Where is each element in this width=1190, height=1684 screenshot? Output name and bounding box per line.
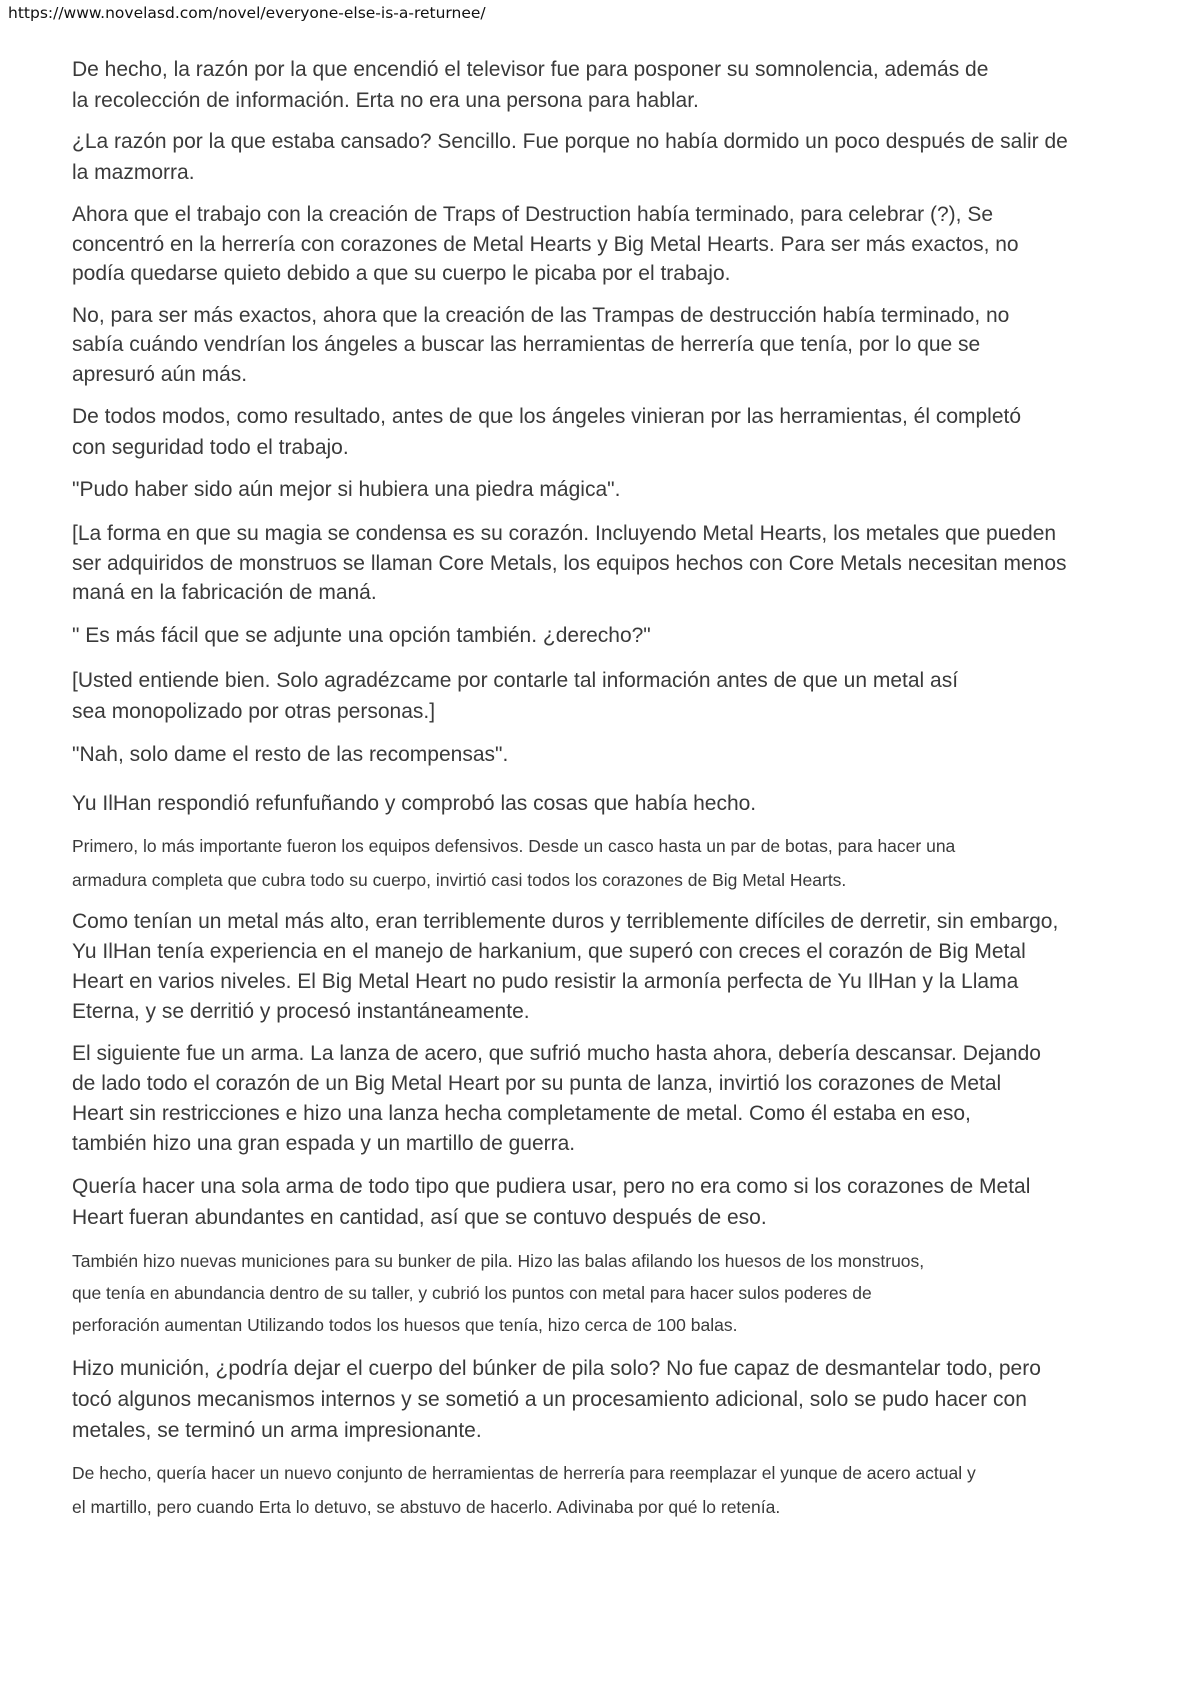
paragraph (72, 301, 1132, 390)
paragraph-line: armadura completa que cubra todo su cuerpo, invirtió casi todos los corazones de Big Metal Hearts. (72, 869, 847, 890)
paragraph (72, 1171, 1132, 1233)
paragraph-line: Eterna, y se derritió y procesó instantáneamente. (72, 999, 530, 1023)
paragraph-line: ser adquiridos de monstruos se llaman Core Metals, los equipos hechos con Core Metals necesitan menos (72, 551, 1067, 575)
page-url: https://www.novelasd.com/novel/everyone-else-is-a-returnee/ (8, 4, 486, 22)
paragraph-line: sabía cuándo vendrían los ángeles a buscar las herramientas de herrería que tenía, por lo que se (72, 333, 981, 356)
paragraph (72, 519, 1132, 608)
paragraph-line: ¿La razón por la que estaba cansado? Sencillo. Fue porque no había dormido un poco después de salir de (72, 130, 1068, 153)
paragraph-line: metales, se terminó un arma impresionante. (72, 1418, 482, 1442)
paragraph (72, 907, 1132, 1027)
paragraph-line: la mazmorra. (72, 161, 195, 184)
paragraph-line: perforación aumentan Utilizando todos los huesos que tenía, hizo cerca de 100 balas. (72, 1314, 738, 1335)
paragraph-line: Quería hacer una sola arma de todo tipo que pudiera usar, pero no era como si los corazones de Metal (72, 1174, 1031, 1198)
paragraph-line: Ahora que el trabajo con la creación de Traps of Destruction había terminado, para celebrar (?), Se (72, 203, 994, 226)
paragraph-line: Heart sin restricciones e hizo una lanza hecha completamente de metal. Como él estaba en eso, (72, 1101, 971, 1125)
paragraph-line: Hizo munición, ¿podría dejar el cuerpo del búnker de pila solo? No fue capaz de desmantelar todo, pero (72, 1356, 1041, 1380)
paragraph-line: [Usted entiende bien. Solo agradézcame por contarle tal información antes de que un metal así (72, 668, 959, 692)
paragraph-line: También hizo nuevas municiones para su bunker de pila. Hizo las balas afilando los huesos de los monstruos, (72, 1250, 925, 1271)
paragraph-line: No, para ser más exactos, ahora que la creación de las Trampas de destrucción había terminado, no (72, 303, 1010, 327)
paragraph-line: " Es más fácil que se adjunte una opción también. ¿derecho?" (72, 623, 651, 647)
paragraph-line: tocó algunos mecanismos internos y se sometió a un procesamiento adicional, solo se pudo hacer con (72, 1387, 1027, 1411)
paragraph-line: maná en la fabricación de maná. (72, 581, 377, 604)
paragraph-line: [La forma en que su magia se condensa es su corazón. Incluyendo Metal Hearts, los metales que pueden (72, 522, 1057, 545)
paragraph-line: Yu IlHan respondió refunfuñando y comprobó las cosas que había hecho. (72, 791, 757, 815)
paragraph-line: la recolección de información. Erta no era una persona para hablar. (72, 89, 699, 112)
paragraph (72, 126, 1132, 188)
paragraph-line: Heart fueran abundantes en cantidad, así que se contuvo después de eso. (72, 1205, 767, 1229)
paragraph (72, 200, 1132, 289)
paragraph (72, 788, 1132, 819)
paragraph-line: "Pudo haber sido aún mejor si hubiera una piedra mágica". (72, 478, 621, 501)
paragraph-line: De hecho, la razón por la que encendió el televisor fue para posponer su somnolencia, además de (72, 58, 989, 81)
paragraph-line: Como tenían un metal más alto, eran terriblemente duros y terriblemente difíciles de derretir, sin embargo, (72, 909, 1059, 933)
paragraph-line: Primero, lo más importante fueron los equipos defensivos. Desde un casco hasta un par de botas, para hacer una (72, 835, 956, 856)
paragraph-line: Heart en varios niveles. El Big Metal Heart no pudo resistir la armonía perfecta de Yu IlHan y la Llama (72, 969, 1019, 993)
paragraph (72, 1353, 1132, 1446)
paragraph-line: sea monopolizado por otras personas.] (72, 699, 436, 723)
paragraph (72, 665, 1132, 727)
paragraph (72, 474, 1132, 505)
paragraph-line: De todos modos, como resultado, antes de que los ángeles vinieran por las herramientas, él completó (72, 405, 1022, 428)
paragraph (72, 54, 1132, 116)
paragraph (72, 739, 1132, 770)
paragraph-line: De hecho, quería hacer un nuevo conjunto de herramientas de herrería para reemplazar el yunque de acero actual y (72, 1462, 976, 1483)
paragraph-line: Yu IlHan tenía experiencia en el manejo de harkanium, que superó con creces el corazón de Big Metal (72, 939, 1026, 963)
paragraph-line: de lado todo el corazón de un Big Metal Heart por su punta de lanza, invirtió los corazones de Metal (72, 1071, 1002, 1095)
paragraph-line: El siguiente fue un arma. La lanza de acero, que sufrió mucho hasta ahora, debería descansar. Dejando (72, 1041, 1041, 1065)
paragraph-line: podía quedarse quieto debido a que su cuerpo le picaba por el trabajo. (72, 262, 731, 285)
paragraph-line: que tenía en abundancia dentro de su taller, y cubrió los puntos con metal para hacer sulos poderes de (72, 1282, 872, 1303)
paragraph-line: el martillo, pero cuando Erta lo detuvo, se abstuvo de hacerlo. Adivinaba por qué lo retenía. (72, 1496, 781, 1517)
paragraph-line: concentró en la herrería con corazones de Metal Hearts y Big Metal Hearts. Para ser más exactos, no (72, 232, 1019, 256)
paragraph-line: apresuró aún más. (72, 362, 248, 386)
paragraph-line: con seguridad todo el trabajo. (72, 436, 349, 459)
article-body (72, 54, 1132, 1524)
paragraph (72, 1039, 1132, 1159)
paragraph-line: "Nah, solo dame el resto de las recompensas". (72, 742, 509, 766)
paragraph-line: también hizo una gran espada y un martillo de guerra. (72, 1131, 576, 1155)
paragraph (72, 829, 1132, 897)
paragraph (72, 401, 1132, 463)
paragraph (72, 1456, 1132, 1524)
paragraph (72, 620, 1132, 651)
paragraph (72, 1245, 1132, 1341)
